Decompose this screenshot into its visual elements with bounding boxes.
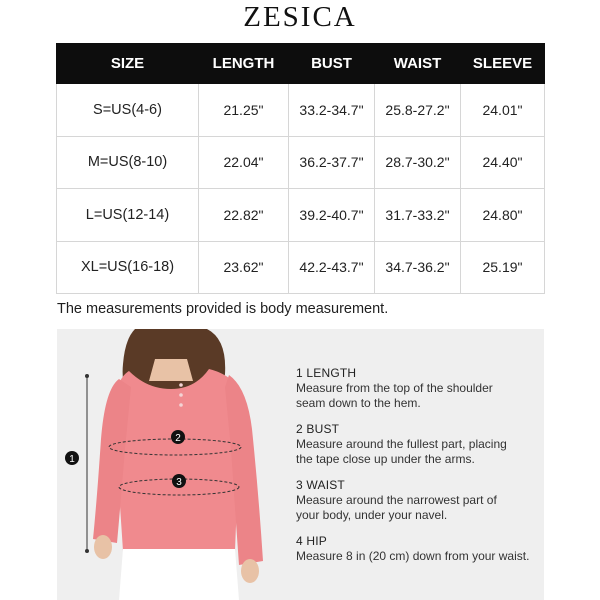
measurement-instructions: [296, 366, 541, 575]
shirt-body: [115, 369, 243, 551]
button-dot: [179, 403, 183, 407]
column-header-bust: BUST: [289, 44, 375, 84]
measurement-desc-line: Measure 8 in (20 cm) down from your waist.: [296, 549, 530, 563]
measurement-item-waist: [296, 478, 541, 523]
table-header-row: [57, 44, 545, 84]
bust-cell: 42.2-43.7": [289, 241, 375, 294]
bust-cell: 39.2-40.7": [289, 189, 375, 242]
measurement-title: 4 HIP: [296, 534, 328, 548]
length-cell: 23.62": [199, 241, 289, 294]
column-header-waist: WAIST: [375, 44, 461, 84]
measurement-desc-line: Measure around the fullest part, placing: [296, 437, 507, 451]
measurement-note: The measurements provided is body measurement.: [57, 301, 389, 317]
measurement-desc-line: Measure from the top of the shoulder: [296, 381, 493, 395]
table-row: [57, 136, 545, 189]
measurement-title: 3 WAIST: [296, 478, 345, 492]
waist-cell: 28.7-30.2": [375, 136, 461, 189]
measurement-guide-panel: [57, 329, 544, 600]
right-hand: [241, 559, 259, 583]
size-chart-table: [56, 43, 545, 294]
table-row: [57, 84, 545, 137]
size-cell: M=US(8-10): [57, 136, 199, 189]
length-cell: 22.82": [199, 189, 289, 242]
brand-logo: ZESICA: [243, 1, 357, 33]
sleeve-cell: 24.01": [461, 84, 545, 137]
measurement-item-length: [296, 366, 541, 411]
measurement-desc-line: seam down to the hem.: [296, 396, 421, 410]
waist-cell: 25.8-27.2": [375, 84, 461, 137]
waist-cell: 34.7-36.2": [375, 241, 461, 294]
sleeve-cell: 25.19": [461, 241, 545, 294]
measurement-item-hip: [296, 534, 541, 564]
measurement-item-bust: [296, 422, 541, 467]
neck-shape: [149, 359, 193, 381]
model-figure-illustration: [57, 329, 297, 600]
pants-shape: [119, 549, 239, 600]
measurement-desc-line: the tape close up under the arms.: [296, 452, 475, 466]
waist-marker-label: 3: [176, 477, 182, 488]
sleeve-cell: 24.80": [461, 189, 545, 242]
column-header-size: SIZE: [57, 44, 199, 84]
waist-cell: 31.7-33.2": [375, 189, 461, 242]
measurement-title: 1 LENGTH: [296, 366, 357, 380]
column-header-length: LENGTH: [199, 44, 289, 84]
length-marker-label: 1: [69, 454, 75, 465]
size-cell: L=US(12-14): [57, 189, 199, 242]
column-header-sleeve: SLEEVE: [461, 44, 545, 84]
size-cell: S=US(4-6): [57, 84, 199, 137]
bust-cell: 33.2-34.7": [289, 84, 375, 137]
measurement-desc-line: your body, under your navel.: [296, 508, 448, 522]
button-dot: [179, 393, 183, 397]
button-dot: [179, 383, 183, 387]
table-row: [57, 189, 545, 242]
left-hand: [94, 535, 112, 559]
length-cell: 21.25": [199, 84, 289, 137]
bust-cell: 36.2-37.7": [289, 136, 375, 189]
table-row: [57, 241, 545, 294]
measurement-title: 2 BUST: [296, 422, 340, 436]
size-cell: XL=US(16-18): [57, 241, 199, 294]
length-cell: 22.04": [199, 136, 289, 189]
sleeve-cell: 24.40": [461, 136, 545, 189]
bust-marker-label: 2: [175, 433, 181, 444]
measurement-desc-line: Measure around the narrowest part of: [296, 493, 497, 507]
